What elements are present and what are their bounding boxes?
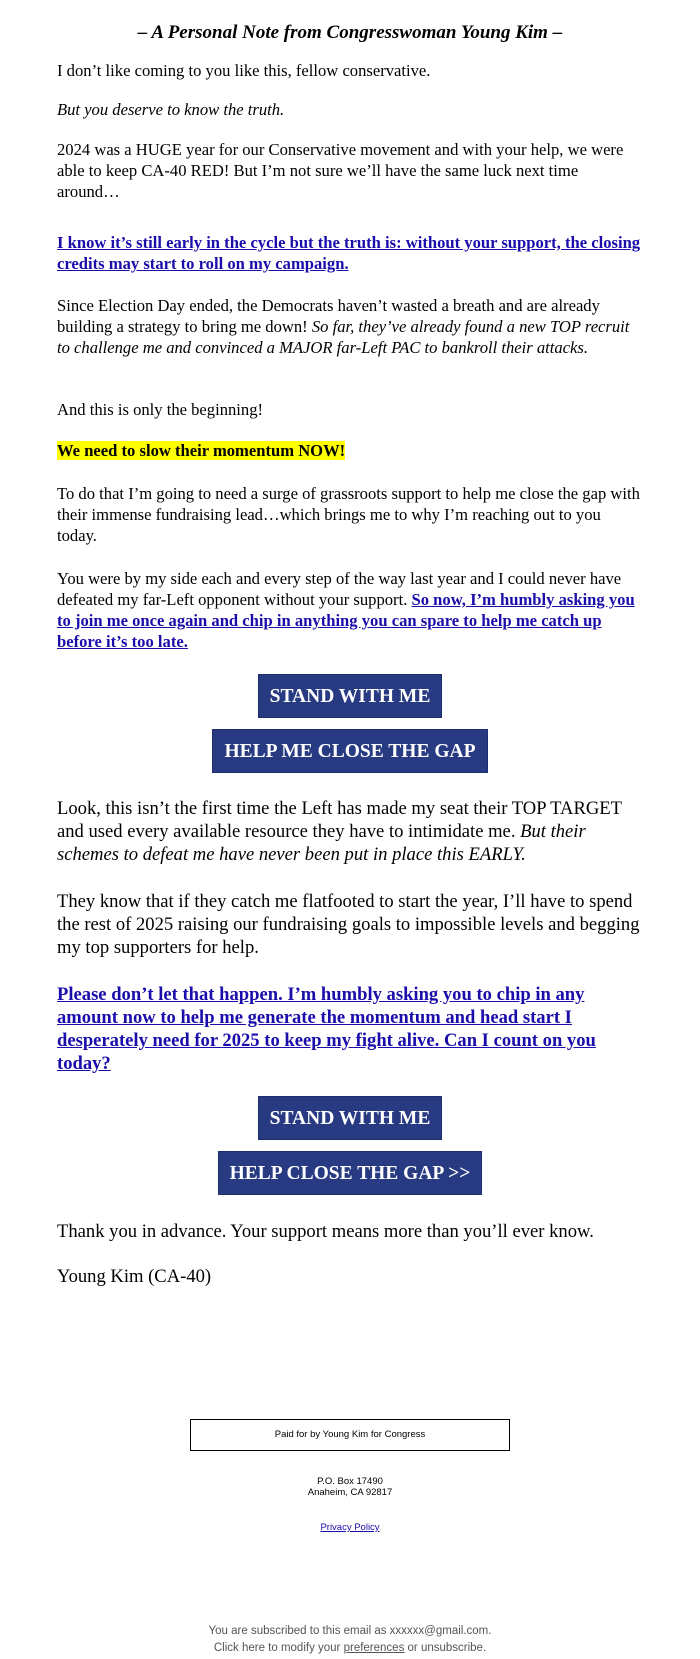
paragraph-side — [57, 568, 643, 652]
help-close-gap-button-2[interactable]: HELP CLOSE THE GAP >> — [218, 1151, 483, 1195]
help-close-gap-button[interactable]: HELP ME CLOSE THE GAP — [212, 729, 487, 773]
side-text: You were by my side each and every step of the way last year and I could never have defeated my far-Left opponent without your support. — [57, 569, 622, 609]
modify-suffix: or unsubscribe. — [404, 1642, 487, 1654]
address-line-2: Anaheim, CA 92817 — [307, 1487, 393, 1498]
democrats-italic-text: So far, they’ve already found a new TOP recruit to challenge me and convinced a MAJOR far-Left PAC to bankroll their attacks. — [57, 317, 630, 357]
mailing-address — [0, 1476, 700, 1498]
highlighted-momentum: We need to slow their momentum NOW! — [57, 441, 346, 460]
paragraph-momentum — [57, 440, 643, 461]
paragraph-please — [57, 983, 643, 1075]
paragraph-opening: I don’t like coming to you like this, fellow conservative. — [57, 61, 431, 80]
paragraph-truth: But you deserve to know the truth. — [57, 100, 285, 119]
donate-link-chip-in[interactable]: So now, I’m humbly asking you to join me once again and chip in anything you can spare to help me catch up before it’s too late. — [57, 590, 635, 651]
privacy-row — [0, 1522, 700, 1533]
left-text: Look, this isn’t the first time the Left has made my seat their TOP TARGET and used every available resource they have to intimidate me. — [57, 798, 622, 842]
address-line-1: P.O. Box 17490 — [317, 1476, 383, 1487]
subscribed-notice: You are subscribed to this email as xxxxxx@gmail.com. — [208, 1625, 492, 1637]
paragraph-left — [57, 797, 643, 866]
privacy-policy-link[interactable]: Privacy Policy — [320, 1522, 380, 1533]
signature: Young Kim (CA-40) — [57, 1266, 212, 1287]
paragraph-beginning: And this is only the beginning! — [57, 400, 264, 419]
paragraph-cycle — [57, 232, 643, 274]
paragraph-thanks: Thank you in advance. Your support means more than you’ll ever know. — [57, 1221, 594, 1242]
left-italic-text: But their schemes to defeat me have never been put in place this EARLY. — [57, 821, 586, 865]
modify-notice — [0, 1640, 700, 1657]
subscription-footer — [0, 1623, 700, 1657]
button-row-gap-1 — [57, 729, 643, 773]
paragraph-flatfooted: They know that if they catch me flatfooted to start the year, I’ll have to spend the rest of 2025 raising our fundraising goals to impossible levels and begging my top supporters for help. — [57, 891, 640, 958]
donate-link-closing-credits[interactable]: I know it’s still early in the cycle but the truth is: without your support, the closing credits may start to roll on my campaign. — [57, 233, 641, 273]
paid-for-box: Paid for by Young Kim for Congress — [190, 1419, 510, 1451]
paragraph-democrats — [57, 295, 643, 358]
preferences-link[interactable]: preferences — [343, 1642, 405, 1654]
button-row-stand-2 — [57, 1096, 643, 1140]
button-row-stand-1 — [57, 674, 643, 718]
paragraph-grassroots: To do that I’m going to need a surge of grassroots support to help me close the gap with their immense fundraising lead…which brings me to why I’m reaching out to you today. — [57, 484, 640, 545]
paragraph-2024: 2024 was a HUGE year for our Conservative movement and with your help, we were able to keep CA-40 RED! But I’m not sure we’ll have the same luck next time around… — [57, 140, 624, 201]
stand-with-me-button[interactable]: STAND WITH ME — [258, 674, 443, 718]
email-title: – A Personal Note from Congresswoman Young Kim – — [137, 22, 563, 43]
democrats-text: Since Election Day ended, the Democrats haven’t wasted a breath and are already building a strategy to bring me down! — [57, 296, 600, 336]
button-row-gap-2 — [57, 1151, 643, 1195]
modify-prefix: Click here to modify your — [213, 1642, 344, 1654]
stand-with-me-button-2[interactable]: STAND WITH ME — [258, 1096, 443, 1140]
donate-link-count-on-you[interactable]: Please don’t let that happen. I’m humbly asking you to chip in any amount now to help me generate the momentum and head start I desperately need for 2025 to keep my fight alive. Can I count on you today? — [57, 984, 596, 1074]
